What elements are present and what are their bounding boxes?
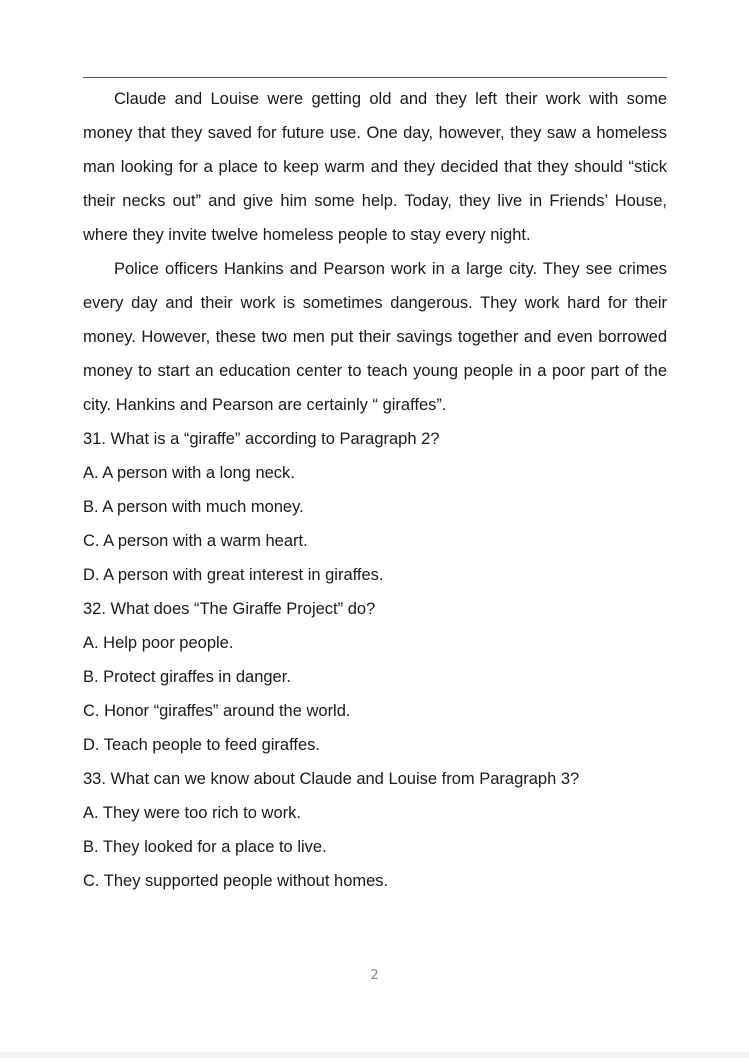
header-rule <box>83 77 667 78</box>
paragraph-claude-louise: Claude and Louise were getting old and they left their work with some money that they saved for future use. One day, however, they saw a homeless man looking for a place to keep warm and they decided that they should “stick their necks out” and give him some help. Today, they live in Friends’ House, where they invite twelve homeless people to stay every night. <box>83 90 667 244</box>
option-c: C. A person with a warm heart. <box>83 532 308 550</box>
question-31 <box>83 422 667 592</box>
page-content <box>83 82 667 898</box>
question-stem: 31. What is a “giraffe” according to Paragraph 2? <box>83 430 440 448</box>
option-b: B. A person with much money. <box>83 498 304 516</box>
option-b: B. Protect giraffes in danger. <box>83 668 291 686</box>
page-bottom-edge <box>0 1052 749 1058</box>
question-stem: 32. What does “The Giraffe Project” do? <box>83 600 376 618</box>
question-stem: 33. What can we know about Claude and Louise from Paragraph 3? <box>83 770 580 788</box>
question-33 <box>83 762 667 898</box>
option-d: D. A person with great interest in giraffes. <box>83 566 384 584</box>
option-c: C. Honor “giraffes” around the world. <box>83 702 351 720</box>
paragraph-hankins-pearson: Police officers Hankins and Pearson work in a large city. They see crimes every day and their work is sometimes dangerous. They work hard for their money. However, these two men put their savings together and even borrowed money to start an education center to teach young people in a poor part of the city. Hankins and Pearson are certainly “ giraffes”. <box>83 260 667 414</box>
question-32 <box>83 592 667 762</box>
option-a: A. Help poor people. <box>83 634 234 652</box>
option-a: A. A person with a long neck. <box>83 464 295 482</box>
option-d: D. Teach people to feed giraffes. <box>83 736 320 754</box>
option-c: C. They supported people without homes. <box>83 872 389 890</box>
option-a: A. They were too rich to work. <box>83 804 301 822</box>
page-number: 2 <box>370 968 379 983</box>
option-b: B. They looked for a place to live. <box>83 838 327 856</box>
